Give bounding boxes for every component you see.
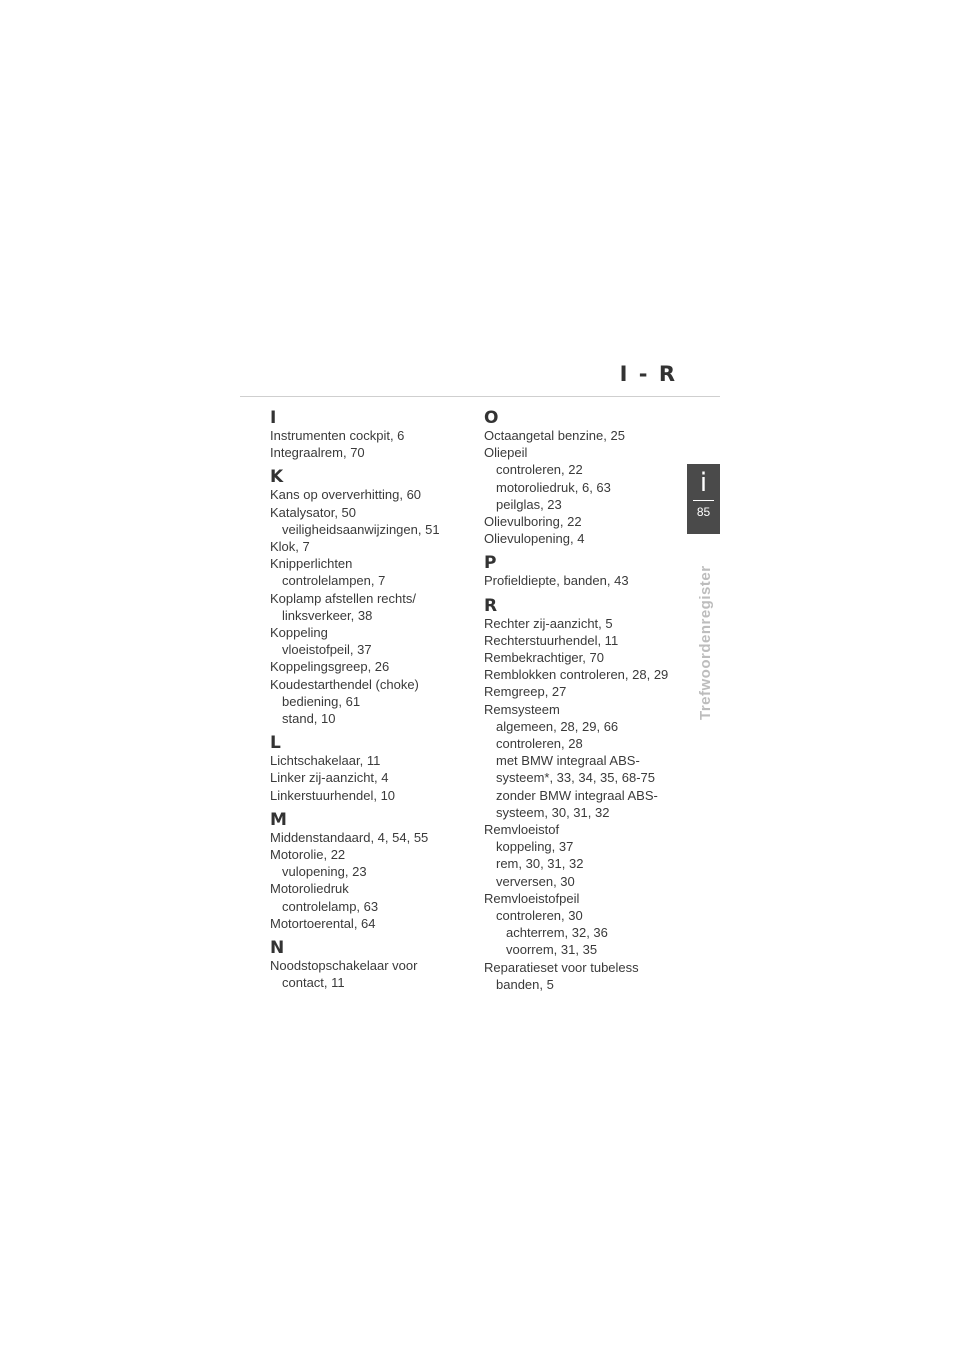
index-entry: Remblokken controleren, 28, 29 [484, 667, 669, 683]
index-entry: Knipperlichten [270, 556, 353, 572]
section-letter: L [270, 733, 281, 754]
index-entry: banden, 5 [496, 976, 554, 992]
index-entry: koppeling, 37 [496, 839, 574, 855]
index-entry: Noodstopschakelaar voor [270, 958, 418, 974]
index-entry: Remgreep, 27 [484, 684, 567, 700]
index-entry: controleren, 22 [496, 462, 583, 478]
index-entry: algemeen, 28, 29, 66 [496, 718, 619, 734]
chapter-tab [687, 464, 720, 534]
index-entry: Octaangetal benzine, 25 [484, 428, 625, 443]
index-entry: Lichtschakelaar, 11 [270, 753, 381, 769]
index-column-left [270, 410, 470, 999]
index-entry: Koppeling [270, 625, 328, 641]
index-entry: veiligheidsaanwijzingen, 51 [282, 521, 440, 537]
index-section [270, 410, 470, 461]
header-divider [240, 396, 720, 397]
index-entry: Middenstandaard, 4, 54, 55 [270, 829, 429, 845]
page-number: 85 [696, 505, 711, 519]
index-entry: Remvloeistofpeil [484, 890, 580, 906]
index-entry: controlelampen, 7 [282, 573, 386, 589]
index-entry: verversen, 30 [496, 873, 575, 889]
index-entry: linksverkeer, 38 [282, 607, 373, 623]
section-side-label: Trefwoordenregister [697, 565, 714, 720]
index-entry: contact, 11 [282, 975, 345, 991]
index-entry: systeem*, 33, 34, 35, 68-75 [496, 770, 655, 786]
index-entry: Motorolie, 22 [270, 847, 346, 863]
index-entry: Olievulboring, 22 [484, 514, 582, 530]
index-section [484, 595, 684, 993]
section-letter: P [484, 553, 497, 574]
index-entry: Klok, 7 [270, 539, 310, 555]
index-entry: Motoroliedruk [270, 881, 349, 897]
tab-divider [693, 500, 714, 501]
index-entry: Remvloeistof [484, 822, 560, 838]
index-entry: Integraalrem, 70 [270, 445, 365, 461]
section-letter: M [270, 809, 287, 830]
index-entry: Koudestarthendel (choke) [270, 676, 419, 692]
section-letter: N [270, 938, 285, 959]
index-entry: rem, 30, 31, 32 [496, 856, 584, 872]
index-entry: vloeistofpeil, 37 [282, 642, 372, 658]
index-entry: Olievulopening, 4 [484, 531, 585, 547]
index-entry: bediening, 61 [282, 693, 361, 709]
index-entry: Rembekrachtiger, 70 [484, 650, 604, 666]
index-entry: controleren, 28 [496, 736, 583, 752]
index-section [484, 555, 684, 589]
index-entry: motoroliedruk, 6, 63 [496, 479, 611, 495]
index-entry: Koppelingsgreep, 26 [270, 659, 390, 675]
index-entry: Koplamp afstellen rechts/ [270, 590, 416, 606]
index-section [270, 809, 470, 932]
section-letter: O [484, 408, 499, 428]
index-section [270, 735, 470, 804]
index-entry: Rechter zij-aanzicht, 5 [484, 615, 613, 631]
section-letter: R [484, 595, 498, 616]
index-entry: Katalysator, 50 [270, 504, 356, 520]
index-entry: Rechterstuurhendel, 11 [484, 632, 619, 648]
index-entry: Motortoerental, 64 [270, 915, 376, 931]
index-entry: Reparatieset voor tubeless [484, 959, 639, 975]
index-entry: Linker zij-aanzicht, 4 [270, 770, 389, 786]
index-entry: Profieldiepte, banden, 43 [484, 573, 629, 589]
index-entry: zonder BMW integraal ABS- [496, 787, 658, 803]
index-entry: stand, 10 [282, 711, 336, 727]
index-entry: controlelamp, 63 [282, 898, 379, 914]
index-entry: Remsysteem [484, 701, 560, 717]
index-section [484, 410, 684, 547]
index-entry: systeem, 30, 31, 32 [496, 804, 610, 820]
page-heading: I - R [619, 362, 677, 386]
info-icon: i [699, 468, 708, 498]
index-entry: voorrem, 31, 35 [506, 942, 598, 958]
index-entry: peilglas, 23 [496, 496, 562, 512]
index-entry: achterrem, 32, 36 [506, 925, 608, 941]
index-column-right [484, 410, 684, 1001]
index-entry: Linkerstuurhendel, 10 [270, 787, 396, 803]
index-entry: met BMW integraal ABS- [496, 753, 640, 769]
section-letter: K [270, 467, 284, 488]
index-entry: vulopening, 23 [282, 864, 367, 880]
index-entry: Oliepeil [484, 445, 528, 461]
index-entry: controleren, 30 [496, 908, 583, 924]
index-section [270, 469, 470, 727]
index-section [270, 940, 470, 991]
index-entry: Kans op oververhitting, 60 [270, 487, 422, 503]
index-entry: Instrumenten cockpit, 6 [270, 428, 405, 443]
section-letter: I [270, 408, 277, 428]
